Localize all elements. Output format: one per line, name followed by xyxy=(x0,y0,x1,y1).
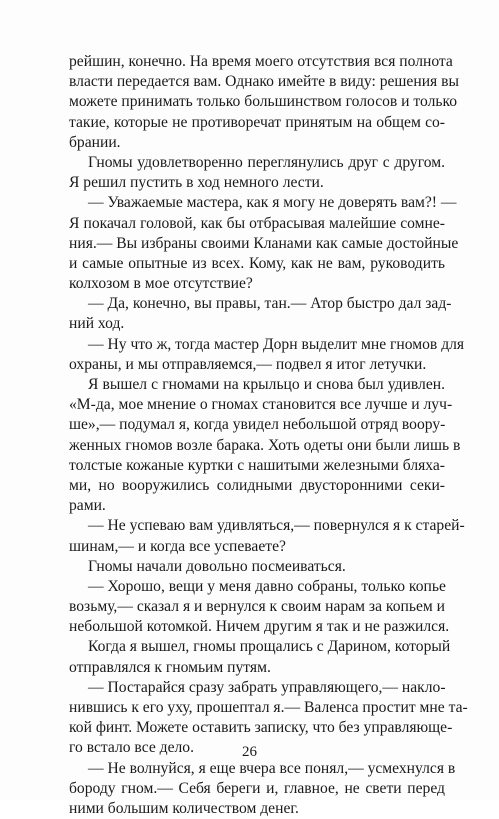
text-line: — Уважаемые мастера, как я могу не доверять вам?! — xyxy=(88,194,457,212)
text-line: Я вышел с гномами на крыльцо и снова был удивлен. xyxy=(88,376,445,393)
text-line: кой финт. Можете оставить записку, что без управляюще- xyxy=(69,719,453,737)
text-line: го встало все дело. xyxy=(69,739,194,757)
text-line: — Не волнуйся, я еще вчера все понял,— усмехнулся в xyxy=(88,759,456,777)
text-line: охраны, и мы отправляемся,— подвел я итог летучки. xyxy=(69,355,427,373)
text-line: женных гномов возле барака. Хоть одеты они были лишь в xyxy=(69,436,461,454)
text-line: шинам,— и когда все успеваете? xyxy=(69,537,286,555)
text-line: Гномы начали довольно посмеиваться. xyxy=(88,557,346,575)
text-line: ше»,— подумал я, когда увидел небольшой отряд воору- xyxy=(69,416,446,434)
text-line: власти передается вам. Однако имейте в виду: решения вы xyxy=(69,73,459,91)
text-line: толстые кожаные куртки с нашитыми железными бляха- xyxy=(69,456,445,474)
page-number: 26 xyxy=(242,744,257,760)
text-line: ний ход. xyxy=(69,315,125,333)
text-line: Я решил пустить в ход немного лести. xyxy=(69,174,324,192)
text-line: — Не успеваю вам удивляться,— повернулся я к старей- xyxy=(88,517,465,535)
text-line: рами. xyxy=(69,497,106,515)
text-line: отправлялся к гномьим путям. xyxy=(69,658,271,676)
text-line: — Ну что ж, тогда мастер Дорн выделит мне гномов для xyxy=(88,335,465,353)
body-text xyxy=(69,52,468,819)
text-line: — Хорошо, вещи у меня давно собраны, только копье xyxy=(88,577,446,595)
text-line: небольшой котомкой. Ничем другим я так и не разжился. xyxy=(69,618,450,636)
text-line: Я покачал головой, как бы отбрасывая малейшие сомне- xyxy=(69,214,445,232)
text-line: Гномы удовлетворенно переглянулись друг с другом. xyxy=(88,153,445,171)
text-line: колхозом в мое отсутствие? xyxy=(69,275,253,293)
text-line: Когда я вышел, гномы прощались с Дарином, который xyxy=(88,638,451,656)
text-line: брании. xyxy=(69,133,121,151)
text-line: нившись к его уху, прошептал я.— Валенса простит мне та- xyxy=(69,699,468,716)
text-line: — Да, конечно, вы правы, тан.— Атор быстро дал зад- xyxy=(88,295,452,313)
text-line: ми, но вооружились солидными двусторонними секи- xyxy=(69,476,445,494)
text-line: «М-да, мое мнение о гномах становится все лучше и луч- xyxy=(69,396,453,414)
text-line: рейшин, конечно. На время моего отсутствия вся полнота xyxy=(69,53,453,70)
text-line: и самые опытные из всех. Кому, как не вам, руководить xyxy=(69,254,445,272)
text-line: бороду гном.— Себя береги и, главное, не свети перед xyxy=(69,779,445,797)
text-line: возьму,— сказал я и вернулся к своим нарам за копьем и xyxy=(69,598,445,616)
text-line: ния.— Вы избраны своими Кланами как самые достойные xyxy=(69,234,459,252)
text-line: можете принимать только большинством голосов и только xyxy=(69,93,458,111)
text-line: — Постарайся сразу забрать управляющего,— накло- xyxy=(88,678,446,696)
text-line: такие, которые не противоречат принятым на общем со- xyxy=(69,113,445,131)
text-line: ними большим количеством денег. xyxy=(69,799,299,817)
